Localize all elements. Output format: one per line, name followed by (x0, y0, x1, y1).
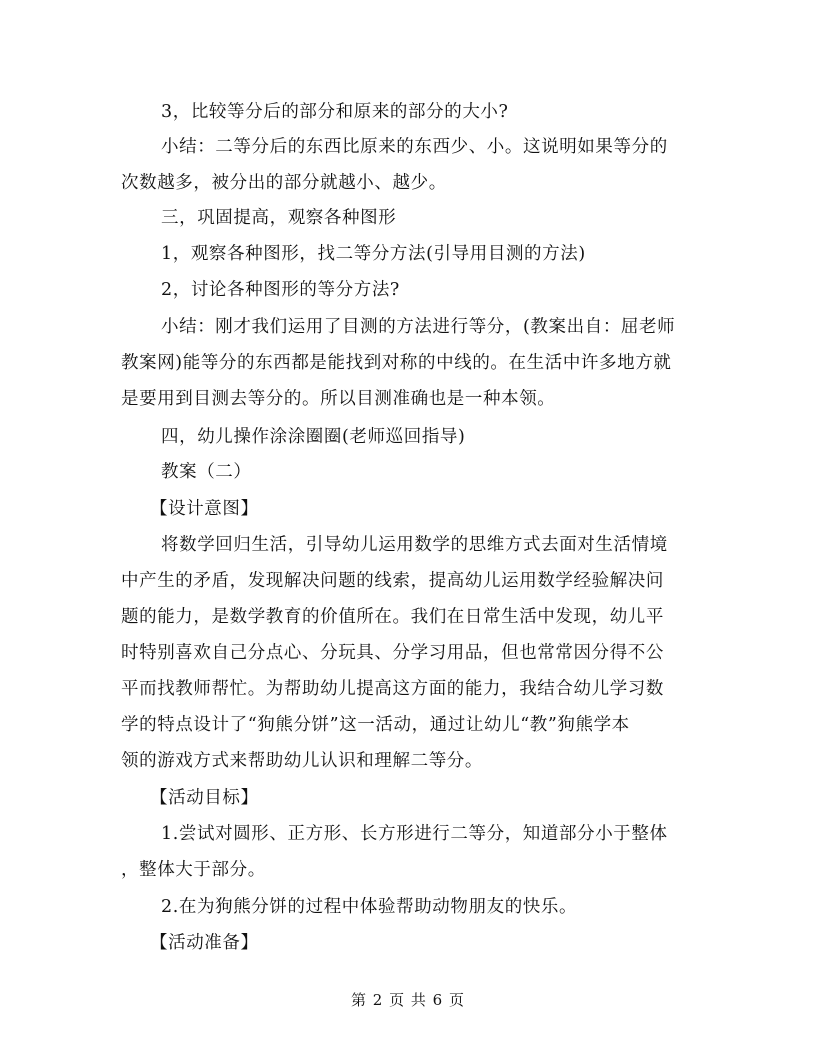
page-footer: 第 2 页 共 6 页 (351, 991, 465, 1009)
text-line: 是要用到目测去等分的。所以目测准确也是一种本领。 (121, 389, 556, 409)
section-heading: 三，巩固提高，观察各种图形 (161, 208, 397, 228)
text-line: 小结：刚才我们运用了目测的方法进行等分，(教案出自：屈老师 (161, 317, 676, 337)
text-line: 教案网)能等分的东西都是能找到对称的中线的。在生活中许多地方就 (121, 353, 672, 373)
section-heading: 【活动准备】 (150, 933, 259, 953)
text-line: 学的特点设计了“狗熊分饼”这一活动，通过让幼儿“教”狗熊学本 (121, 715, 630, 735)
section-heading: 教案（二） (161, 462, 252, 482)
text-line: 小结：二等分后的东西比原来的东西少、小。这说明如果等分的 (161, 137, 668, 157)
text-line: 将数学回归生活，引导幼儿运用数学的思维方式去面对生活情境 (161, 535, 668, 555)
text-line: 1，观察各种图形，找二等分方法(引导用目测的方法) (161, 244, 586, 264)
text-line: 中产生的矛盾，发现解决问题的线索，提高幼儿运用数学经验解决问 (121, 571, 664, 591)
section-heading: 【设计意图】 (150, 499, 259, 519)
text-line: 平而找教师帮忙。为帮助幼儿提高这方面的能力，我结合幼儿学习数 (121, 679, 664, 699)
text-line: 次数越多，被分出的部分就越小、越少。 (121, 173, 447, 193)
text-line: ，整体大于部分。 (121, 860, 266, 880)
text-line: 3，比较等分后的部分和原来的部分的大小? (161, 102, 509, 122)
text-line: 2，讨论各种图形的等分方法? (161, 280, 400, 300)
text-line: 领的游戏方式来帮助幼儿认识和理解二等分。 (121, 751, 483, 771)
text-line: 时特别喜欢自己分点心、分玩具、分学习用品，但也常常因分得不公 (121, 643, 664, 663)
section-heading: 【活动目标】 (150, 788, 259, 808)
text-line: 1.尝试对圆形、正方形、长方形进行二等分，知道部分小于整体 (161, 824, 668, 844)
text-line: 2.在为狗熊分饼的过程中体验帮助动物朋友的快乐。 (161, 897, 578, 917)
section-heading: 四，幼儿操作涂涂圈圈(老师巡回指导) (161, 427, 466, 447)
text-line: 题的能力，是数学教育的价值所在。我们在日常生活中发现，幼儿平 (121, 607, 664, 627)
